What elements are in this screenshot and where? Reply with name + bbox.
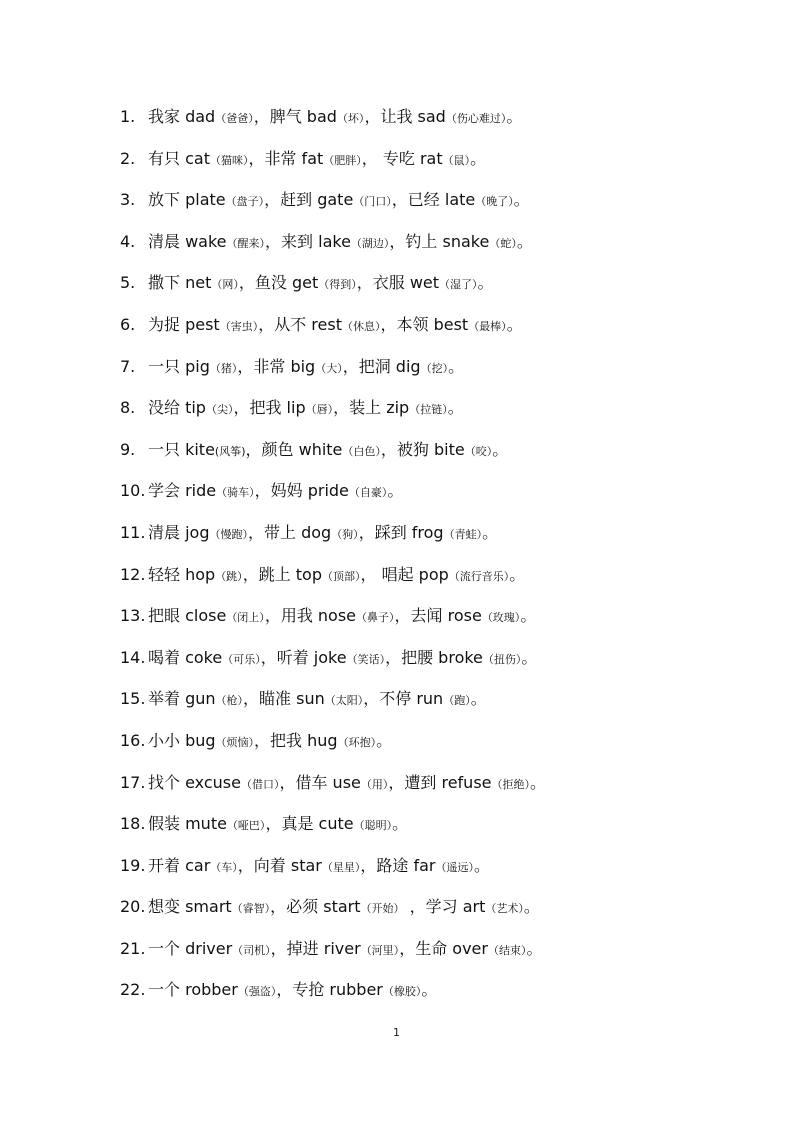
rhyme-text: ，把我 hug [254, 730, 338, 750]
list-item-number: 6. [120, 314, 136, 334]
translation-note: （聪明） [353, 819, 393, 833]
rhyme-text: ，听着 joke [260, 647, 347, 667]
translation-note: （借口） [240, 777, 280, 791]
rhyme-text: 假装 mute [148, 814, 227, 834]
list-item [120, 728, 760, 770]
translation-note: （鼠） [442, 153, 471, 167]
rhyme-text: ，把洞 dig [342, 356, 421, 376]
translation-note: （白色） [342, 444, 381, 458]
list-item-number: 21. [120, 938, 146, 958]
rhyme-text: ，去闻 rose [394, 606, 482, 626]
list-item-number: 13. [120, 606, 146, 626]
translation-note: （车） [210, 860, 238, 874]
translation-note: （晚了） [475, 195, 514, 209]
translation-note: （骑车） [216, 486, 255, 500]
translation-note: （休息） [341, 319, 381, 333]
list-item [120, 104, 760, 146]
translation-note: （睿智） [231, 902, 271, 916]
translation-note: （害虫） [219, 319, 259, 333]
list-item-number: 1. [120, 107, 136, 126]
rhyme-text: ，借车 use [279, 772, 361, 792]
rhyme-text: ，鱼没 get [238, 273, 319, 293]
list-item [120, 229, 760, 271]
translation-note: （慢跑） [209, 527, 248, 541]
translation-note: （结束） [487, 943, 527, 957]
translation-note: （猫咪） [209, 153, 249, 167]
rhyme-text: ，衣服 wet [356, 273, 440, 293]
list-item [120, 437, 760, 479]
rhyme-text: ，颜色 white [245, 439, 343, 459]
translation-note: （拉链） [409, 403, 448, 417]
rhyme-text: 轻轻 hop [148, 564, 216, 584]
list-item [120, 811, 760, 853]
rhyme-text: 。 [513, 190, 530, 210]
rhyme-text: ，从不 rest [258, 314, 342, 334]
rhyme-text: ，来到 lake [265, 231, 351, 251]
rhyme-text: 清晨 wake [148, 231, 227, 251]
rhyme-text: 。 [447, 398, 464, 418]
translation-note: （笑话） [346, 652, 386, 666]
list-item [120, 645, 760, 687]
translation-note: （狗） [331, 527, 359, 541]
list-item [120, 395, 760, 437]
rhyme-text: 。 [526, 938, 543, 958]
list-item [120, 770, 760, 812]
translation-note: （环抱） [337, 735, 377, 749]
list-item [120, 312, 760, 354]
rhyme-text: ，已经 late [391, 190, 476, 210]
list-item-number: 20. [120, 897, 146, 917]
rhyme-text: ，脾气 bad [253, 107, 337, 126]
translation-note: （拒绝） [491, 777, 531, 791]
translation-note: （坏） [336, 112, 365, 125]
list-item-number: 11. [120, 522, 146, 542]
list-item [120, 603, 760, 645]
translation-note: （咬） [464, 444, 493, 458]
rhyme-text: 。 [421, 980, 438, 1000]
rhyme-text: 没给 tip [148, 398, 206, 418]
translation-note: （可乐） [222, 652, 261, 666]
rhyme-text: 。 [387, 481, 404, 501]
list-item [120, 686, 760, 728]
translation-note: （湖边） [350, 236, 390, 250]
list-item [120, 146, 760, 188]
translation-note: （闭上） [226, 611, 265, 625]
rhyme-text: 。 [392, 814, 409, 834]
rhyme-text: 学会 ride [148, 481, 217, 501]
rhyme-text: 。 [520, 606, 537, 626]
list-item [120, 936, 760, 978]
translation-note: （门口） [353, 195, 392, 209]
rhyme-text: 一只 kite [148, 439, 215, 459]
rhyme-text: 一个 robber [148, 980, 238, 1000]
rhyme-text: ，生命 over [399, 938, 488, 958]
rhyme-text: 开着 car [148, 855, 211, 875]
list-item [120, 187, 760, 229]
translation-note: （肥胖） [323, 153, 362, 167]
translation-note: （艺术） [485, 902, 524, 916]
list-item-number: 12. [120, 564, 146, 584]
translation-note: （伤心难过） [445, 112, 507, 125]
rhyme-text: ，路途 far [360, 855, 436, 875]
translation-note: （青蛙） [443, 527, 483, 541]
rhyme-text: 。 [473, 855, 490, 875]
translation-note: （猪） [209, 361, 238, 375]
translation-note: （强盗） [237, 985, 277, 999]
rhyme-text: 。 [492, 439, 509, 459]
translation-note: （哑巴） [226, 819, 266, 833]
rhyme-text: ，带上 dog [247, 522, 332, 542]
translation-note: （橡胶） [382, 985, 422, 999]
translation-note: （自豪） [348, 486, 388, 500]
rhyme-text: 。 [516, 231, 533, 251]
translation-note: （得到） [318, 278, 357, 292]
rhyme-text: 有只 cat [148, 148, 210, 168]
list-item-number: 22. [120, 980, 146, 1000]
translation-note: （玫瑰） [481, 611, 521, 625]
rhyme-text: 清晨 jog [148, 522, 210, 542]
list-item-number: 2. [120, 148, 136, 168]
rhyme-text: ，跳上 top [242, 564, 322, 584]
translation-note: （鼻子） [356, 611, 395, 625]
translation-note: （醒来） [226, 236, 266, 250]
translation-note: （星星） [321, 860, 361, 874]
list-item [120, 478, 760, 520]
list-item-number: 15. [120, 689, 146, 709]
translation-note: （跑） [443, 694, 471, 708]
list-item-number: 16. [120, 730, 146, 750]
rhyme-text: 。 [506, 314, 523, 334]
translation-note: （顶部） [322, 569, 361, 583]
list-item [120, 562, 760, 604]
rhyme-text: ，装上 zip [333, 398, 410, 418]
rhyme-text: 想变 smart [148, 897, 232, 917]
rhyme-text: ，向着 star [237, 855, 322, 875]
rhyme-text: 把眼 close [148, 606, 227, 626]
rhyme-text: 。 [523, 897, 540, 917]
translation-note: （司机） [232, 943, 271, 957]
rhyme-text: 。 [506, 107, 523, 126]
rhyme-text: 放下 plate [148, 190, 226, 210]
rhyme-text: 。 [470, 689, 487, 709]
rhyme-text: 找个 excuse [148, 772, 241, 792]
translation-note: （流行音乐） [448, 569, 510, 583]
rhyme-text: ，把我 lip [233, 398, 306, 418]
list-item-number: 8. [120, 398, 136, 418]
rhyme-text: 为捉 pest [148, 314, 220, 334]
rhyme-text: 一只 pig [148, 356, 210, 376]
translation-note: （河里） [360, 943, 400, 957]
translation-note: （烦恼） [215, 735, 255, 749]
rhyme-text: 我家 dad [148, 107, 216, 126]
rhyme-text: 小小 bug [148, 730, 216, 750]
list-item-number: 18. [120, 814, 146, 834]
rhyme-text: ，被狗 bite [380, 439, 465, 459]
rhyme-text: 一个 driver [148, 938, 233, 958]
translation-note: （尖） [205, 403, 234, 417]
rhyme-text: 。 [477, 273, 494, 293]
rhyme-text: 。 [482, 522, 499, 542]
rhyme-text: ，学习 art [404, 897, 486, 917]
list-item [120, 894, 760, 936]
rhyme-text: ，必须 start [270, 897, 361, 917]
translation-note: （大） [315, 361, 343, 375]
rhyme-text: ，把腰 broke [385, 647, 483, 667]
translation-note: （湿了） [439, 278, 478, 292]
rhyme-text: 。 [530, 772, 547, 792]
list-item-number: 10. [120, 481, 146, 501]
translation-note: （网） [211, 278, 239, 292]
rhyme-text: ，真是 cute [265, 814, 354, 834]
rhyme-text: ，专抢 rubber [276, 980, 383, 1000]
rhyme-text: ，瞄准 sun [243, 689, 325, 709]
rhyme-text: ，让我 sad [364, 107, 446, 126]
rhyme-text: 举着 gun [148, 689, 216, 709]
translation-note: （蛇） [489, 236, 517, 250]
list-item-number: 4. [120, 231, 136, 251]
list-item-number: 3. [120, 190, 136, 210]
list-item-number: 19. [120, 855, 146, 875]
rhyme-text: 。 [521, 647, 538, 667]
list-item [120, 520, 760, 562]
translation-note: （爸爸） [215, 112, 254, 125]
rhyme-text: ，钓上 snake [389, 231, 490, 251]
list-item-number: 14. [120, 647, 146, 667]
list-item [120, 354, 760, 396]
list-item [120, 977, 760, 1019]
rhyme-text: 撒下 net [148, 273, 212, 293]
rhyme-text: ，非常 big [237, 356, 316, 376]
rhyme-list [120, 104, 760, 1019]
translation-note: （用） [360, 777, 389, 791]
rhyme-text: ，妈妈 pride [254, 481, 349, 501]
rhyme-text: ， 唱起 pop [360, 564, 449, 584]
translation-note: （枪） [215, 694, 244, 708]
rhyme-text: ，踩到 frog [358, 522, 444, 542]
rhyme-text: ，掉进 river [270, 938, 361, 958]
page-number: 1 [393, 1026, 400, 1039]
rhyme-text: 。 [509, 564, 526, 584]
rhyme-text: 。 [470, 148, 487, 168]
translation-note: (风筝) [214, 444, 246, 458]
rhyme-text: ，用我 nose [264, 606, 357, 626]
rhyme-text: ，本领 best [380, 314, 469, 334]
rhyme-text: 喝着 coke [148, 647, 223, 667]
rhyme-text: ，非常 fat [248, 148, 324, 168]
rhyme-text: ，遭到 refuse [388, 772, 492, 792]
rhyme-text: ， 专吃 rat [361, 148, 443, 168]
list-item [120, 853, 760, 895]
translation-note: （遥远） [435, 860, 474, 874]
rhyme-text: ，赶到 gate [264, 190, 354, 210]
translation-note: （扭伤） [482, 652, 522, 666]
translation-note: （盘子） [225, 195, 265, 209]
rhyme-text: ，不停 run [363, 689, 444, 709]
list-item [120, 270, 760, 312]
translation-note: （太阳） [324, 694, 364, 708]
translation-note: （唇） [305, 403, 334, 417]
rhyme-text: 。 [376, 730, 393, 750]
translation-note: （跳） [215, 569, 243, 583]
translation-note: （开始） [360, 902, 405, 916]
list-item-number: 9. [120, 439, 136, 459]
translation-note: （最棒） [468, 319, 507, 333]
list-item-number: 17. [120, 772, 146, 792]
translation-note: （挖） [420, 361, 449, 375]
list-item-number: 7. [120, 356, 136, 376]
list-item-number: 5. [120, 273, 136, 293]
rhyme-text: 。 [448, 356, 465, 376]
